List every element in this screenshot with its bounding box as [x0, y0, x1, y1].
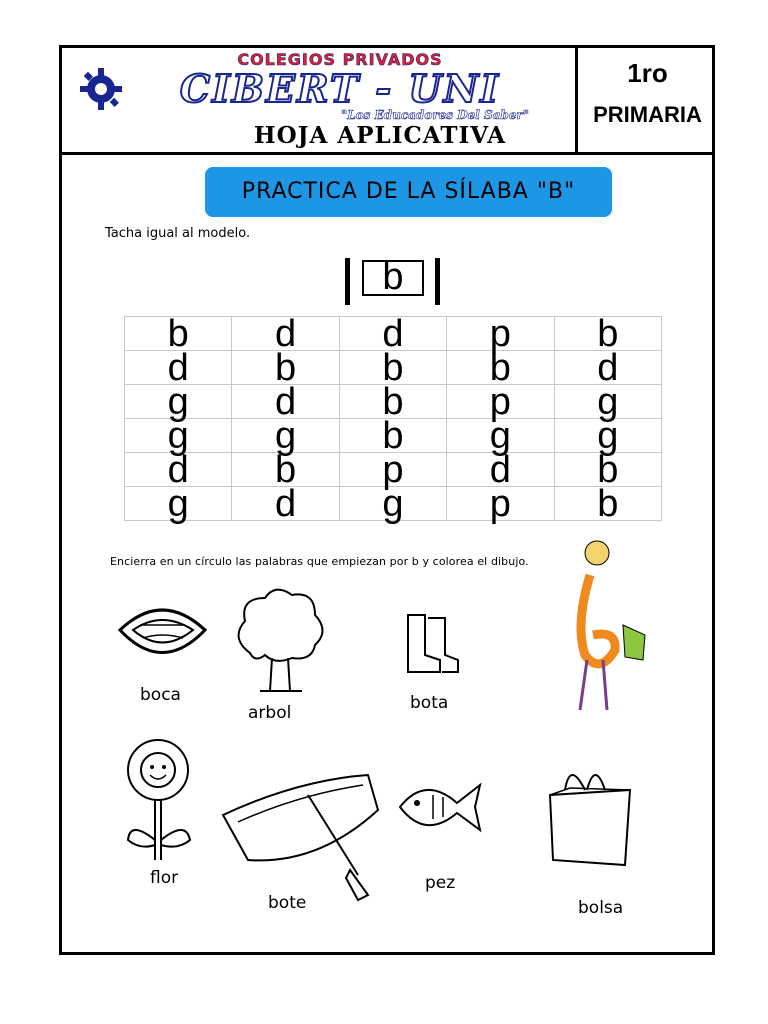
letter-b-character-picture	[545, 535, 655, 720]
letter-cell[interactable]: d	[554, 351, 661, 385]
letter-cell[interactable]: d	[232, 487, 339, 521]
boat-picture	[218, 770, 383, 905]
letter-cell[interactable]: b	[554, 453, 661, 487]
letter-cell[interactable]: b	[554, 487, 661, 521]
lesson-title: PRACTICA DE LA SÍLABA "B"	[205, 167, 612, 217]
school-logo-text: CIBERT - UNI	[179, 66, 501, 111]
letter-cell[interactable]: b	[554, 317, 661, 351]
letter-cell[interactable]: d	[125, 351, 232, 385]
letter-cell[interactable]: g	[125, 385, 232, 419]
letter-cell[interactable]: g	[554, 385, 661, 419]
school-slogan: "Los Educadores Del Saber"	[340, 108, 530, 122]
sheet-title: HOJA APLICATIVA	[253, 122, 507, 149]
fish-picture	[395, 775, 485, 840]
letter-cell[interactable]: p	[339, 453, 446, 487]
letter-cell[interactable]: b	[339, 351, 446, 385]
letter-grid-row	[125, 317, 662, 351]
word-arbol[interactable]: arbol	[248, 703, 292, 723]
letter-grid-row	[125, 419, 662, 453]
word-bota[interactable]: bota	[410, 693, 449, 713]
level-label: PRIMARIA	[593, 102, 702, 127]
letter-cell[interactable]: b	[232, 351, 339, 385]
letter-cell[interactable]: b	[232, 453, 339, 487]
letter-cell[interactable]: b	[339, 419, 446, 453]
letter-cell[interactable]: d	[232, 317, 339, 351]
word-flor[interactable]: flor	[150, 868, 179, 888]
letter-grid-row	[125, 453, 662, 487]
word-bolsa[interactable]: bolsa	[578, 898, 624, 918]
letter-grid	[124, 312, 662, 525]
word-pez[interactable]: pez	[425, 873, 456, 893]
letter-cell[interactable]: g	[554, 419, 661, 453]
model-letter: b	[362, 260, 424, 296]
exercise2-instruction: Encierra en un círculo las palabras que empiezan por b y colorea el dibujo.	[110, 555, 529, 568]
letter-cell[interactable]: p	[447, 317, 554, 351]
letter-cell[interactable]: g	[125, 487, 232, 521]
letter-cell[interactable]: p	[447, 385, 554, 419]
letter-cell[interactable]: d	[232, 385, 339, 419]
letter-grid-row	[125, 487, 662, 521]
word-bote[interactable]: bote	[268, 893, 307, 913]
tree-picture	[230, 583, 330, 698]
bag-picture	[545, 760, 635, 870]
exercise1-instruction: Tacha igual al modelo.	[105, 226, 251, 241]
letter-cell[interactable]: g	[447, 419, 554, 453]
grade-label: 1ro	[627, 58, 668, 88]
letter-cell[interactable]: g	[232, 419, 339, 453]
letter-cell[interactable]: p	[447, 487, 554, 521]
letter-cell[interactable]: d	[447, 453, 554, 487]
letter-grid-row	[125, 385, 662, 419]
letter-cell[interactable]: d	[125, 453, 232, 487]
letter-cell[interactable]: d	[339, 317, 446, 351]
flower-picture	[120, 735, 200, 865]
boots-picture	[400, 610, 465, 680]
letter-grid-row	[125, 351, 662, 385]
letter-cell[interactable]: b	[339, 385, 446, 419]
letter-cell[interactable]: b	[447, 351, 554, 385]
letter-cell[interactable]: g	[339, 487, 446, 521]
mouth-picture	[115, 590, 210, 675]
word-boca[interactable]: boca	[140, 685, 181, 705]
letter-cell[interactable]: b	[125, 317, 232, 351]
school-banner: COLEGIOS PRIVADOS	[237, 50, 443, 69]
letter-cell[interactable]: g	[125, 419, 232, 453]
